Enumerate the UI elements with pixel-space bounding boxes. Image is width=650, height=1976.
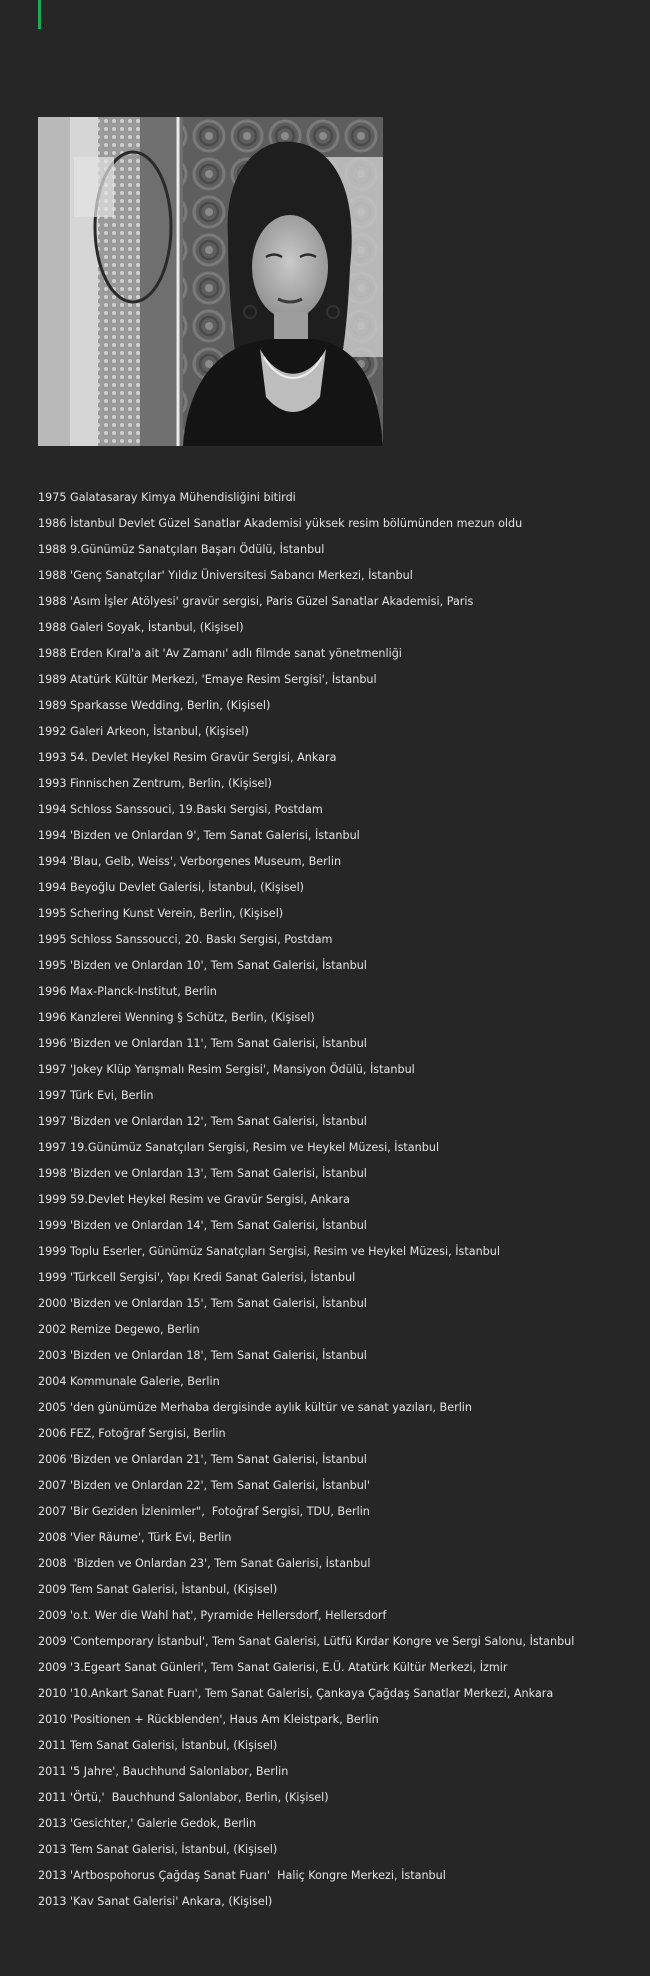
cv-entry: 1996 Kanzlerei Wenning § Schütz, Berlin, (Kişisel) — [38, 1011, 315, 1024]
cv-timeline-list — [38, 485, 638, 1915]
cv-entry: 2006 'Bizden ve Onlardan 21', Tem Sanat Galerisi, İstanbul — [38, 1453, 367, 1466]
cv-entry: 2003 'Bizden ve Onlardan 18', Tem Sanat Galerisi, İstanbul — [38, 1349, 367, 1362]
cv-entry: 1999 'Türkcell Sergisi', Yapı Kredi Sanat Galerisi, İstanbul — [38, 1271, 356, 1284]
cv-entry: 2008 'Bizden ve Onlardan 23', Tem Sanat Galerisi, İstanbul — [38, 1557, 371, 1570]
cv-entry: 1997 Türk Evi, Berlin — [38, 1089, 154, 1102]
cv-entry: 2009 'o.t. Wer die Wahl hat', Pyramide Hellersdorf, Hellersdorf — [38, 1609, 387, 1622]
accent-bar — [38, 0, 41, 29]
cv-entry: 2009 '3.Egeart Sanat Günleri', Tem Sanat Galerisi, E.Ü. Atatürk Kültür Merkezi, İzmir — [38, 1661, 508, 1674]
cv-entry: 2004 Kommunale Galerie, Berlin — [38, 1375, 220, 1388]
cv-entry: 2011 'Örtü,' Bauchhund Salonlabor, Berlin, (Kişisel) — [38, 1791, 329, 1804]
cv-entry: 1994 'Blau, Gelb, Weiss', Verborgenes Museum, Berlin — [38, 855, 342, 868]
cv-entry: 2013 'Artbospohorus Çağdaş Sanat Fuarı' Haliç Kongre Merkezi, İstanbul — [38, 1869, 446, 1882]
cv-entry: 1993 Finnischen Zentrum, Berlin, (Kişisel) — [38, 777, 272, 790]
cv-entry: 2000 'Bizden ve Onlardan 15', Tem Sanat Galerisi, İstanbul — [38, 1297, 367, 1310]
cv-entry: 2008 'Vier Räume', Türk Evi, Berlin — [38, 1531, 232, 1544]
cv-entry: 2002 Remize Degewo, Berlin — [38, 1323, 200, 1336]
cv-entry: 2013 'Gesichter,' Galerie Gedok, Berlin — [38, 1817, 257, 1830]
cv-entry: 1995 Schloss Sanssoucci, 20. Baskı Sergisi, Postdam — [38, 933, 333, 946]
artist-portrait-photo — [38, 117, 383, 446]
cv-entry: 1999 59.Devlet Heykel Resim ve Gravür Sergisi, Ankara — [38, 1193, 350, 1206]
cv-entry: 1995 'Bizden ve Onlardan 10', Tem Sanat Galerisi, İstanbul — [38, 959, 367, 972]
cv-entry: 2009 Tem Sanat Galerisi, İstanbul, (Kişisel) — [38, 1583, 278, 1596]
cv-entry: 1998 'Bizden ve Onlardan 13', Tem Sanat Galerisi, İstanbul — [38, 1167, 367, 1180]
cv-entry: 1996 Max-Planck-Institut, Berlin — [38, 985, 217, 998]
cv-entry: 1994 'Bizden ve Onlardan 9', Tem Sanat Galerisi, İstanbul — [38, 829, 360, 842]
cv-entry: 2009 'Contemporary İstanbul', Tem Sanat Galerisi, Lütfü Kırdar Kongre ve Sergi Salonu, İstanbul — [38, 1635, 575, 1648]
cv-entry: 1988 Erden Kıral'a ait 'Av Zamanı' adlı filmde sanat yönetmenliği — [38, 647, 402, 660]
cv-entry: 1988 'Genç Sanatçılar' Yıldız Üniversitesi Sabancı Merkezi, İstanbul — [38, 569, 413, 582]
cv-entry: 2005 'den günümüze Merhaba dergisinde aylık kültür ve sanat yazıları, Berlin — [38, 1401, 473, 1414]
cv-entry: 1988 9.Günümüz Sanatçıları Başarı Ödülü, İstanbul — [38, 543, 325, 556]
cv-entry: 1988 'Asım İşler Atölyesi' gravür sergisi, Paris Güzel Sanatlar Akademisi, Paris — [38, 595, 474, 608]
cv-entry: 1997 'Bizden ve Onlardan 12', Tem Sanat Galerisi, İstanbul — [38, 1115, 367, 1128]
cv-entry: 1989 Atatürk Kültür Merkezi, 'Emaye Resim Sergisi', İstanbul — [38, 673, 377, 686]
cv-entry: 1989 Sparkasse Wedding, Berlin, (Kişisel) — [38, 699, 271, 712]
cv-entry: 2013 Tem Sanat Galerisi, İstanbul, (Kişisel) — [38, 1843, 278, 1856]
cv-entry: 1994 Beyoğlu Devlet Galerisi, İstanbul, (Kişisel) — [38, 881, 305, 894]
cv-entry: 1993 54. Devlet Heykel Resim Gravür Sergisi, Ankara — [38, 751, 337, 764]
cv-entry: 2007 'Bizden ve Onlardan 22', Tem Sanat Galerisi, İstanbul' — [38, 1479, 370, 1492]
cv-entry: 1997 'Jokey Klüp Yarışmalı Resim Sergisi', Mansiyon Ödülü, İstanbul — [38, 1063, 415, 1076]
cv-entry: 2011 Tem Sanat Galerisi, İstanbul, (Kişisel) — [38, 1739, 278, 1752]
cv-entry: 1994 Schloss Sanssouci, 19.Baskı Sergisi, Postdam — [38, 803, 323, 816]
cv-entry: 1975 Galatasaray Kimya Mühendisliğini bitirdi — [38, 491, 296, 504]
cv-entry: 1997 19.Günümüz Sanatçıları Sergisi, Resim ve Heykel Müzesi, İstanbul — [38, 1141, 440, 1154]
cv-entry: 2011 '5 Jahre', Bauchhund Salonlabor, Berlin — [38, 1765, 289, 1778]
cv-entry: 2007 'Bir Geziden İzlenimler", Fotoğraf Sergisi, TDU, Berlin — [38, 1505, 370, 1518]
cv-entry: 1988 Galeri Soyak, İstanbul, (Kişisel) — [38, 621, 244, 634]
cv-entry: 1996 'Bizden ve Onlardan 11', Tem Sanat Galerisi, İstanbul — [38, 1037, 367, 1050]
cv-entry: 1999 Toplu Eserler, Günümüz Sanatçıları Sergisi, Resim ve Heykel Müzesi, İstanbul — [38, 1245, 500, 1258]
cv-entry: 1992 Galeri Arkeon, İstanbul, (Kişisel) — [38, 725, 249, 738]
cv-entry: 1999 'Bizden ve Onlardan 14', Tem Sanat Galerisi, İstanbul — [38, 1219, 367, 1232]
cv-entry: 2006 FEZ, Fotoğraf Sergisi, Berlin — [38, 1427, 226, 1440]
cv-entry: 1986 İstanbul Devlet Güzel Sanatlar Akademisi yüksek resim bölümünden mezun oldu — [38, 517, 523, 530]
cv-entry: 2010 'Positionen + Rückblenden', Haus Am Kleistpark, Berlin — [38, 1713, 379, 1726]
cv-entry: 2013 'Kav Sanat Galerisi' Ankara, (Kişisel) — [38, 1895, 273, 1908]
cv-entry: 2010 '10.Ankart Sanat Fuarı', Tem Sanat Galerisi, Çankaya Çağdaş Sanatlar Merkezi, Ankara — [38, 1687, 554, 1700]
cv-entry: 1995 Schering Kunst Verein, Berlin, (Kişisel) — [38, 907, 284, 920]
